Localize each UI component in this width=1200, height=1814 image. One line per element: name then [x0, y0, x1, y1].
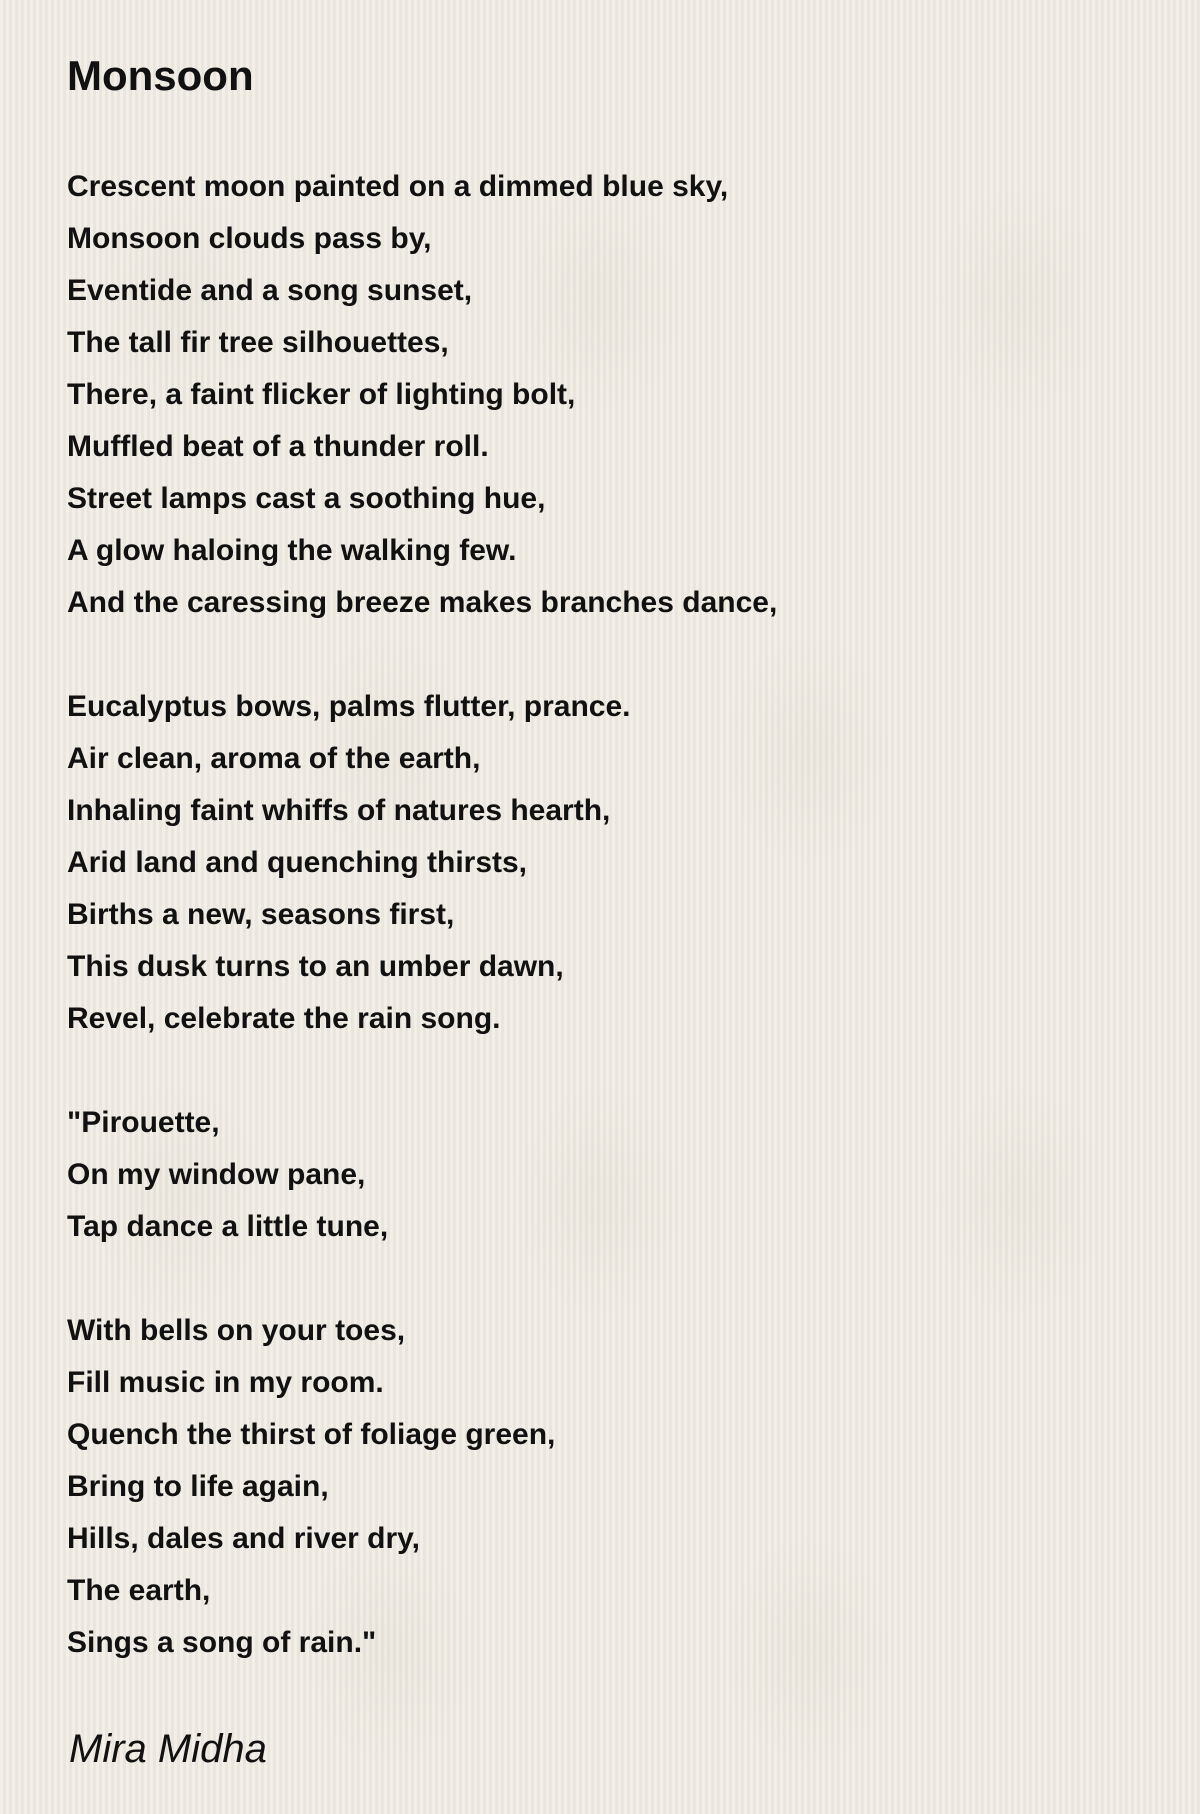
- stanza: [67, 681, 1147, 1045]
- poem-line: There, a faint flicker of lighting bolt,: [67, 378, 576, 411]
- poem-line: On my window pane,: [67, 1158, 366, 1191]
- poem-line: Fill music in my room.: [67, 1366, 384, 1399]
- poem-line: The tall fir tree silhouettes,: [67, 326, 449, 359]
- poem-line: Revel, celebrate the rain song.: [67, 1002, 501, 1035]
- poem-line: Eucalyptus bows, palms flutter, prance.: [67, 690, 631, 723]
- poem-line: Crescent moon painted on a dimmed blue sky,: [67, 170, 729, 203]
- poem-line: Monsoon clouds pass by,: [67, 222, 432, 255]
- stanza: [67, 161, 1147, 629]
- poem-card: [67, 45, 1147, 1777]
- poem-line: Arid land and quenching thirsts,: [67, 846, 528, 879]
- poem-line: Tap dance a little tune,: [67, 1210, 389, 1243]
- stanza: [67, 1305, 1147, 1669]
- poem-line: And the caressing breeze makes branches dance,: [67, 586, 778, 619]
- poem-line: Air clean, aroma of the earth,: [67, 742, 481, 775]
- poem-line: A glow haloing the walking few.: [67, 534, 517, 567]
- poem-line: This dusk turns to an umber dawn,: [67, 950, 564, 983]
- poem-line: Births a new, seasons first,: [67, 898, 455, 931]
- poem-line: Street lamps cast a soothing hue,: [67, 482, 546, 515]
- poem-line: Inhaling faint whiffs of natures hearth,: [67, 794, 611, 827]
- poem-author: Mira Midha: [69, 1727, 267, 1771]
- poem-line: With bells on your toes,: [67, 1314, 406, 1347]
- poem-line: Eventide and a song sunset,: [67, 274, 473, 307]
- poem-line: Muffled beat of a thunder roll.: [67, 430, 489, 463]
- poem-title: Monsoon: [67, 52, 254, 99]
- poem-line: Sings a song of rain.": [67, 1626, 377, 1659]
- poem-line: Quench the thirst of foliage green,: [67, 1418, 556, 1451]
- poem-body: [67, 161, 1147, 1669]
- poem-line: Bring to life again,: [67, 1470, 329, 1503]
- poem-line: Hills, dales and river dry,: [67, 1522, 420, 1555]
- stanza: [67, 1097, 1147, 1253]
- poem-line: The earth,: [67, 1574, 211, 1607]
- poem-line: "Pirouette,: [67, 1106, 220, 1139]
